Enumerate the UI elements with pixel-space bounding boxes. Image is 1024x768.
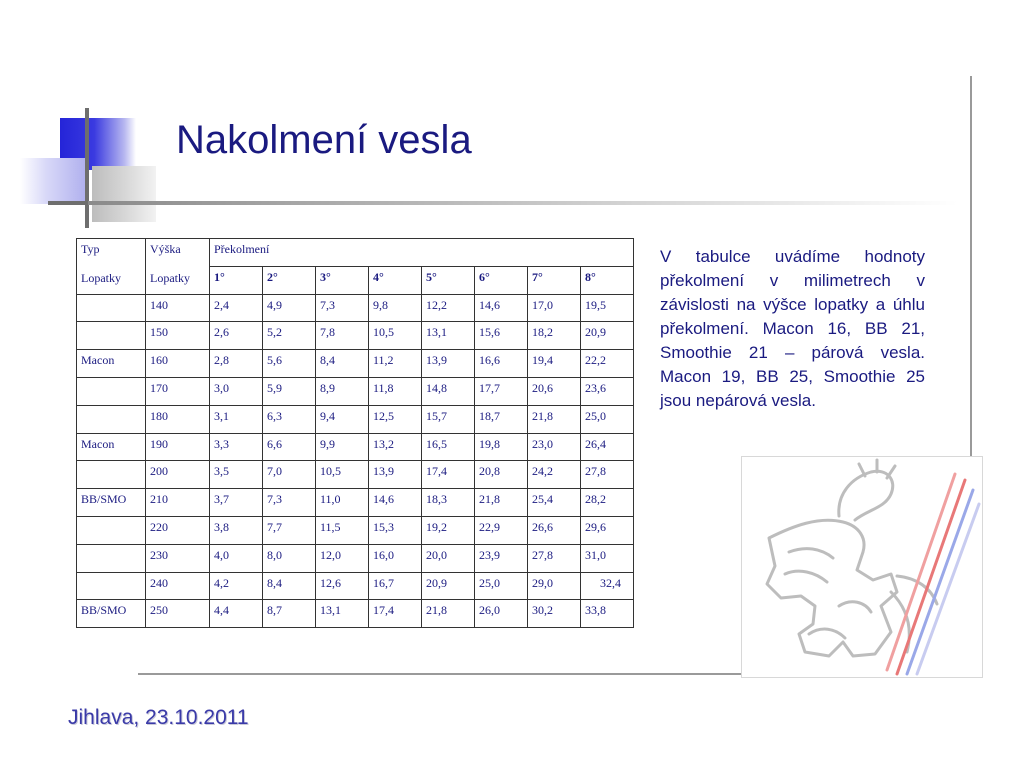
header-prekolmeni: Překolmení: [210, 239, 634, 267]
header-degree-4: 4°: [369, 266, 422, 294]
table-row: [77, 572, 634, 600]
cell-value: 28,2: [581, 489, 634, 517]
title-underline: [88, 201, 958, 205]
cell-value: 17,4: [369, 600, 422, 628]
cell-value: 17,7: [475, 377, 528, 405]
table-row: [77, 600, 634, 628]
header-typ-lopatky: [77, 239, 146, 295]
footer-date: Jihlava, 23.10.2011: [68, 706, 249, 729]
cell-value: 21,8: [475, 489, 528, 517]
cell-value: 13,9: [369, 461, 422, 489]
cell-value: 12,0: [316, 544, 369, 572]
cell-value: 29,0: [528, 572, 581, 600]
cell-value: 17,4: [422, 461, 475, 489]
cell-type: [77, 572, 146, 600]
cell-type: [77, 461, 146, 489]
cell-value: 3,1: [210, 405, 263, 433]
cell-value: 20,9: [422, 572, 475, 600]
cell-value: 21,8: [528, 405, 581, 433]
table-row: [77, 489, 634, 517]
cell-value: 4,0: [210, 544, 263, 572]
cell-value: 20,9: [581, 322, 634, 350]
cell-value: 8,0: [263, 544, 316, 572]
cell-value: 18,3: [422, 489, 475, 517]
header-degree-1: 1°: [210, 266, 263, 294]
cell-height: 160: [146, 350, 210, 378]
cell-type: [77, 377, 146, 405]
cell-value: 3,8: [210, 516, 263, 544]
cell-value: 10,5: [316, 461, 369, 489]
cell-value: 16,0: [369, 544, 422, 572]
cell-value: 21,8: [422, 600, 475, 628]
cell-value: 7,3: [316, 294, 369, 322]
cell-value: 25,0: [475, 572, 528, 600]
cell-value: 8,4: [316, 350, 369, 378]
cell-value: 8,9: [316, 377, 369, 405]
cell-value: 15,6: [475, 322, 528, 350]
cell-value: 7,8: [316, 322, 369, 350]
header-degree-6: 6°: [475, 266, 528, 294]
table-row: [77, 433, 634, 461]
cell-value: 13,1: [422, 322, 475, 350]
cell-value: 16,6: [475, 350, 528, 378]
cell-value: 7,3: [263, 489, 316, 517]
cell-value: 23,9: [475, 544, 528, 572]
table-row: [77, 377, 634, 405]
cell-value: 8,7: [263, 600, 316, 628]
corner-vertical-bar: [85, 108, 89, 228]
heraldic-lion-logo-icon: [741, 456, 983, 678]
cell-value: 14,8: [422, 377, 475, 405]
cell-value: 5,9: [263, 377, 316, 405]
cell-value: 25,0: [581, 405, 634, 433]
table-header-row: [77, 239, 634, 267]
cell-value: 27,8: [528, 544, 581, 572]
cell-value: 6,6: [263, 433, 316, 461]
table-row: [77, 294, 634, 322]
cell-value: 25,4: [528, 489, 581, 517]
cell-height: 140: [146, 294, 210, 322]
header-lopatky: Lopatky: [81, 271, 121, 285]
cell-value: 19,5: [581, 294, 634, 322]
cell-type: [77, 294, 146, 322]
table-row: [77, 405, 634, 433]
cell-value: 8,4: [263, 572, 316, 600]
cell-height: 250: [146, 600, 210, 628]
cell-type: Macon: [77, 350, 146, 378]
data-table: [76, 238, 634, 628]
description-text: V tabulce uvádíme hodnoty překolmení v milimetrech v závislosti na výšce lopatky a úhlu překolmení. Macon 16, BB 21, Smoothie 21 – párová vesla. Macon 19, BB 25, Smoothie 25 jsou nepárová vesla.: [660, 247, 925, 410]
cell-value: 3,5: [210, 461, 263, 489]
corner-horizontal-bar: [48, 201, 92, 205]
cell-value: 19,2: [422, 516, 475, 544]
cell-type: [77, 516, 146, 544]
cell-value: 9,9: [316, 433, 369, 461]
cell-value: 11,0: [316, 489, 369, 517]
cell-value: 17,0: [528, 294, 581, 322]
cell-height: 210: [146, 489, 210, 517]
cell-value: 4,4: [210, 600, 263, 628]
cell-value: 26,6: [528, 516, 581, 544]
cell-height: 150: [146, 322, 210, 350]
corner-square-lavender: [20, 158, 86, 204]
cell-value: 4,2: [210, 572, 263, 600]
cell-value: 12,5: [369, 405, 422, 433]
header-degree-5: 5°: [422, 266, 475, 294]
cell-type: BB/SMO: [77, 489, 146, 517]
cell-value: 3,0: [210, 377, 263, 405]
cell-value: 7,7: [263, 516, 316, 544]
cell-value: 30,2: [528, 600, 581, 628]
cell-value: 23,0: [528, 433, 581, 461]
cell-value: 11,5: [316, 516, 369, 544]
slide-title: Nakolmení vesla: [176, 118, 472, 162]
cell-type: [77, 405, 146, 433]
header-vyska: Výška: [150, 242, 181, 256]
header-lopatky-2: Lopatky: [150, 271, 190, 285]
cell-value: 20,6: [528, 377, 581, 405]
cell-value: 15,3: [369, 516, 422, 544]
table-row: [77, 516, 634, 544]
cell-height: 170: [146, 377, 210, 405]
cell-value: 18,7: [475, 405, 528, 433]
header-typ: Typ: [81, 242, 100, 256]
cell-value: 12,2: [422, 294, 475, 322]
cell-type: [77, 544, 146, 572]
header-degree-3: 3°: [316, 266, 369, 294]
cell-value: 11,8: [369, 377, 422, 405]
cell-value: 3,7: [210, 489, 263, 517]
cell-value: 5,2: [263, 322, 316, 350]
cell-value: 24,2: [528, 461, 581, 489]
cell-value: 5,6: [263, 350, 316, 378]
corner-square-gray: [92, 166, 156, 222]
cell-value: 23,6: [581, 377, 634, 405]
cell-value: 13,9: [422, 350, 475, 378]
table-row: [77, 322, 634, 350]
cell-value: 22,2: [581, 350, 634, 378]
cell-value: 33,8: [581, 600, 634, 628]
cell-height: 240: [146, 572, 210, 600]
cell-type: BB/SMO: [77, 600, 146, 628]
cell-type: Macon: [77, 433, 146, 461]
cell-height: 200: [146, 461, 210, 489]
cell-value: 3,3: [210, 433, 263, 461]
cell-value: 10,5: [369, 322, 422, 350]
cell-value: 14,6: [475, 294, 528, 322]
cell-value: 22,9: [475, 516, 528, 544]
header-degree-7: 7°: [528, 266, 581, 294]
cell-type: [77, 322, 146, 350]
cell-value: 11,2: [369, 350, 422, 378]
cell-value: 27,8: [581, 461, 634, 489]
cell-height: 190: [146, 433, 210, 461]
header-vyska-lopatky: [146, 239, 210, 295]
cell-value: 16,5: [422, 433, 475, 461]
cell-value: 9,4: [316, 405, 369, 433]
cell-height: 230: [146, 544, 210, 572]
header-degree-8: 8°: [581, 266, 634, 294]
cell-value: 26,4: [581, 433, 634, 461]
cell-value: 26,0: [475, 600, 528, 628]
cell-value: 29,6: [581, 516, 634, 544]
cell-value: 19,4: [528, 350, 581, 378]
cell-value: 20,0: [422, 544, 475, 572]
cell-value: 6,3: [263, 405, 316, 433]
cell-value: 2,4: [210, 294, 263, 322]
header-degree-2: 2°: [263, 266, 316, 294]
cell-value: 12,6: [316, 572, 369, 600]
cell-value: 16,7: [369, 572, 422, 600]
cell-value: 32,4: [581, 572, 634, 600]
cell-value: 31,0: [581, 544, 634, 572]
cell-value: 4,9: [263, 294, 316, 322]
cell-value: 2,6: [210, 322, 263, 350]
cell-value: 9,8: [369, 294, 422, 322]
cell-value: 19,8: [475, 433, 528, 461]
cell-height: 220: [146, 516, 210, 544]
cell-value: 14,6: [369, 489, 422, 517]
table-row: [77, 544, 634, 572]
cell-value: 18,2: [528, 322, 581, 350]
cell-value: 2,8: [210, 350, 263, 378]
table-body: [77, 239, 634, 628]
cell-value: 13,1: [316, 600, 369, 628]
cell-height: 180: [146, 405, 210, 433]
cell-value: 20,8: [475, 461, 528, 489]
table-row: [77, 461, 634, 489]
cell-value: 15,7: [422, 405, 475, 433]
cell-value: 7,0: [263, 461, 316, 489]
cell-value: 13,2: [369, 433, 422, 461]
table-row: [77, 350, 634, 378]
